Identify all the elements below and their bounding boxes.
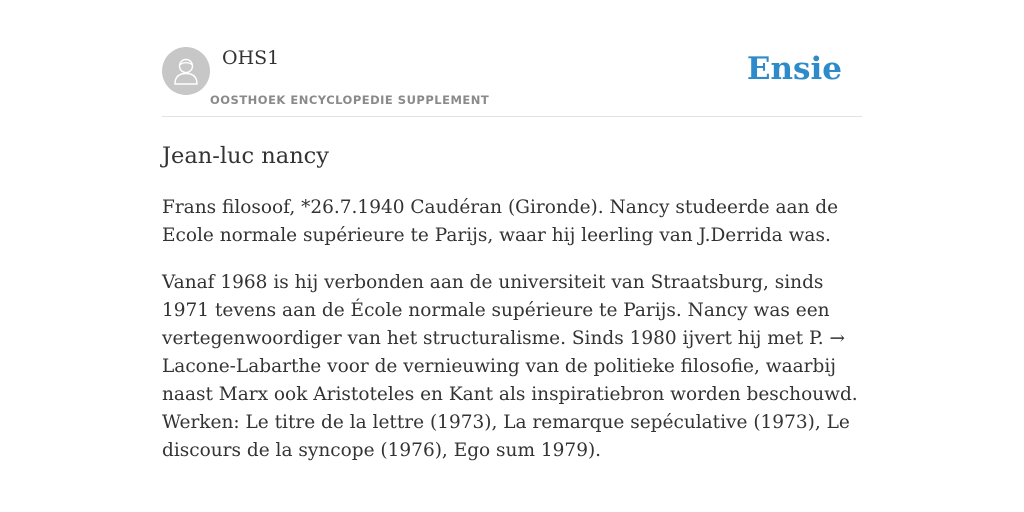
article-card [162,0,862,465]
article-paragraph: Vanaf 1968 is hij verbonden aan de universiteit van Straatsburg, sinds 1971 tevens aan de École normale supérieure te Parijs. Nancy was een vertegenwoordiger van het structuralisme. Sinds 1980 ijvert hij met P. → Lacone-Labarthe voor de vernieuwing van de politieke filosofie, waarbij naast Marx ook Aristoteles en Kant als inspiratiebron worden beschouwd. Werken: Le titre de la lettre (1973), La remarque sepéculative (1973), Le discours de la syncope (1976), Ego sum 1979). [162,272,858,461]
article-header [162,0,862,117]
author-name[interactable]: OHS1 [222,47,280,69]
article-paragraph: Frans filosoof, *26.7.1940 Caudéran (Gironde). Nancy studeerde aan de Ecole normale supérieure te Parijs, waar hij leerling van J.Derrida was. [162,197,839,246]
ensie-logo[interactable]: Ensie [746,51,842,87]
article-title: Jean-luc nancy [162,143,329,169]
source-label[interactable]: OOSTHOEK ENCYCLOPEDIE SUPPLEMENT [210,93,490,107]
user-icon [172,56,200,86]
author-avatar[interactable] [162,47,210,95]
